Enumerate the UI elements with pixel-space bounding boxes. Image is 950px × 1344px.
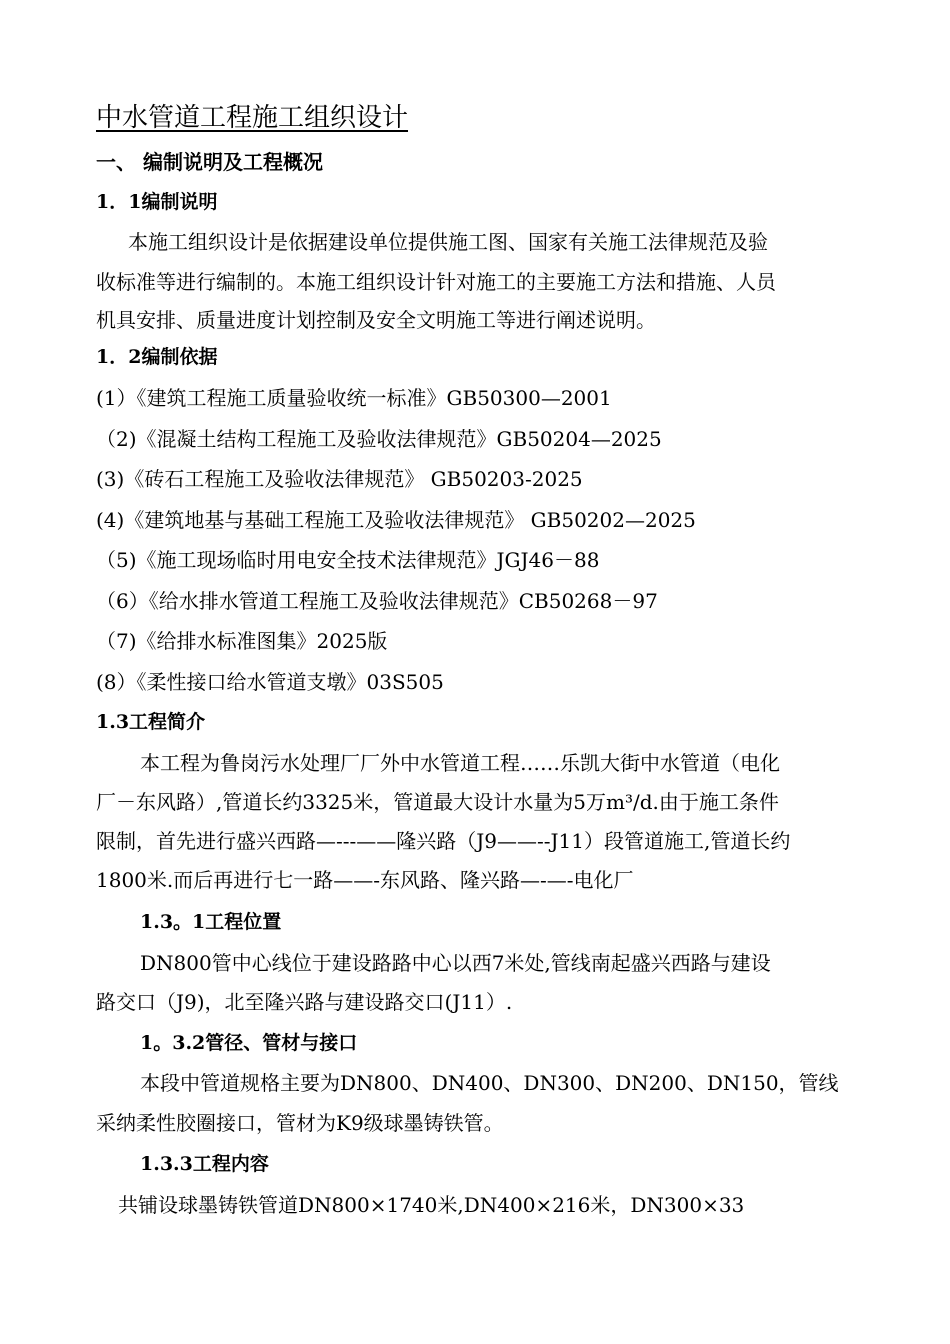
reference-item: （7)《给排水标准图集》2025版 [96, 629, 388, 653]
section-heading-1: 一、 编制说明及工程概况 [96, 150, 323, 174]
paragraph-line: 本工程为鲁岗污水处理厂厂外中水管道工程……乐凯大街中水管道（电化 [140, 751, 780, 775]
subsection-heading-1-3-3: 1.3.3工程内容 [140, 1153, 269, 1175]
paragraph-line: 收标准等进行编制的。本施工组织设计针对施工的主要施工方法和措施、人员 [96, 270, 776, 294]
paragraph-line: 共铺设球墨铸铁管道DN800×1740米,DN400×216米，DN300×33 [118, 1193, 745, 1217]
reference-item: (4)《建筑地基与基础工程施工及验收法律规范》 GB50202—2025 [96, 508, 696, 532]
document-title: 中水管道工程施工组织设计 [96, 103, 409, 133]
reference-item: （5)《施工现场临时用电安全技术法律规范》JGJ46－88 [96, 548, 600, 572]
reference-item: (3)《砖石工程施工及验收法律规范》 GB50203-2025 [96, 467, 583, 491]
paragraph-line: 路交口（J9)，北至隆兴路与建设路交口(J11）. [96, 990, 513, 1014]
paragraph-line: 本段中管道规格主要为DN800、DN400、DN300、DN200、DN150，管线 [140, 1071, 839, 1095]
subsection-heading-1-2: 1．2编制依据 [96, 346, 218, 368]
subsection-heading-1-3-1: 1.3。1工程位置 [140, 911, 282, 933]
paragraph-line: 本施工组织设计是依据建设单位提供施工图、国家有关施工法律规范及验 [128, 230, 768, 254]
subsection-heading-1-3-2: 1。3.2管径、管材与接口 [140, 1032, 358, 1054]
paragraph-line: DN800管中心线位于建设路路中心以西7米处,管线南起盛兴西路与建设 [140, 951, 771, 975]
paragraph-line: 限制，首先进行盛兴西路—---——隆兴路（J9——--J11）段管道施工,管道长约 [96, 829, 791, 853]
reference-item: （2)《混凝土结构工程施工及验收法律规范》GB50204—2025 [96, 427, 662, 451]
subsection-heading-1-3: 1.3工程简介 [96, 711, 206, 733]
subsection-heading-1-1: 1．1编制说明 [96, 191, 218, 213]
paragraph-line: 1800米.而后再进行七一路——-东风路、隆兴路—-—-电化厂 [96, 868, 634, 892]
reference-item: (8）《柔性接口给水管道支墩》03S505 [96, 670, 444, 694]
paragraph-line: 机具安排、质量进度计划控制及安全文明施工等进行阐述说明。 [96, 308, 656, 332]
paragraph-line: 厂－东风路）,管道长约3325米，管道最大设计水量为5万m³/d.由于施工条件 [96, 790, 779, 814]
reference-item: (1）《建筑工程施工质量验收统一标准》GB50300—2001 [96, 386, 612, 410]
reference-item: （6）《给水排水管道工程施工及验收法律规范》CB50268－97 [96, 589, 658, 613]
paragraph-line: 采纳柔性胶圈接口，管材为K9级球墨铸铁管。 [96, 1111, 504, 1135]
